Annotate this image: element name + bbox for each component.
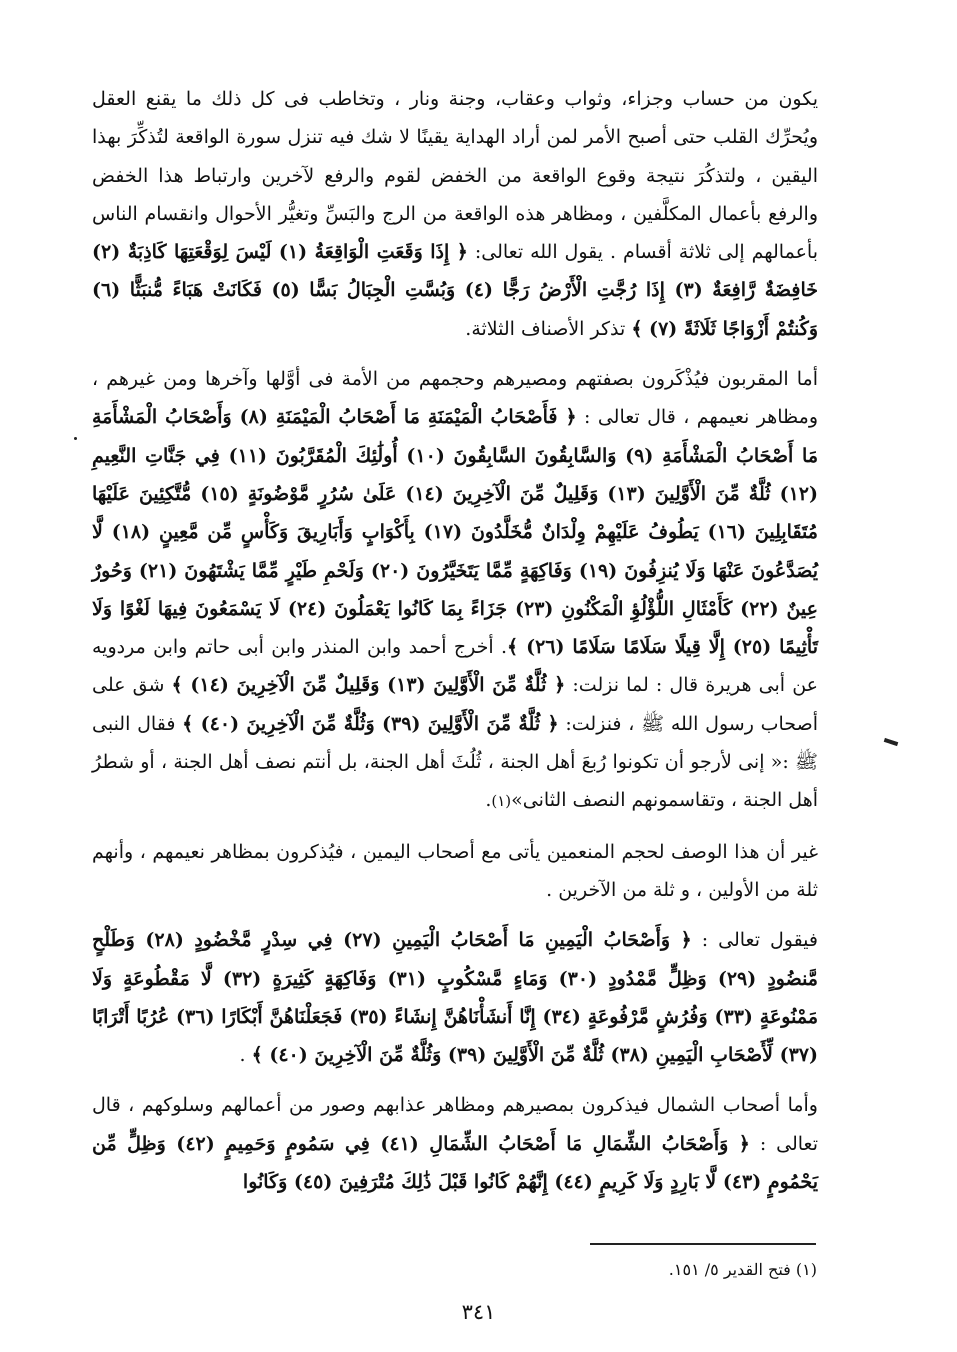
paragraph-text: غير أن هذا الوصف لحجم المنعمين يأتى مع أصحاب اليمين ، فيُذكرون بمظاهر نعيمهم ، وأنهم ثلة من الأولين ، و ثلة من الآخرين .: [92, 840, 818, 901]
paragraph-text: تذكر الأصناف الثلاثة.: [465, 317, 632, 340]
paragraph-text: يكون من حساب وجزاء، وثواب وعقاب، وجنة ونار ، وتخاطب فى كل ذلك ما يقنع العقل ويُحرِّك القلب حتى أصبح الأمر لمن أراد الهداية يقينًا لا شك فيه تنزل سورة الواقعة لتُذكِّرَ بهذا اليقين ، ولتذكُرَ نتيجة وقوع الواقعة من الخفض لقوم والرفع لآخرين وارتباط هذا الخفض والرفع بأعمال المكلَّفين ، ومظاهر هذه الواقعة من الرج والبَسِّ وتغيُّر الأحوال وانقسام الناس بأعمالهم إلى ثلاثة أقسام . يقول الله تعالى:: [92, 88, 818, 264]
paragraph-text: شق على أصحاب رسول الله ﷺ ، فنزلت:: [92, 674, 818, 735]
paragraph-text: فقال النبى ﷺ :« إنى لأرجو أن تكونوا رُبعَ أهل الجنة ، ثُلُثَ أهل الجنة، بل أنتم نصف أهل الجنة ، أو شطرُ أهل الجنة ، وتقاسمونهم النصف الثانى»: [92, 712, 818, 812]
body-text: [92, 80, 818, 1201]
paragraph-ashab-alshimal: [92, 1086, 818, 1201]
footnote-separator: [590, 1243, 816, 1245]
margin-mark: [884, 738, 899, 746]
paragraph-text: . أخرج أحمد وابن المنذر وابن أبى حاتم وابن مردويه عن أبى هريرة قال : لما نزلت:: [92, 636, 818, 697]
paragraph-text: .: [239, 1044, 252, 1067]
paragraph-intro: [92, 80, 818, 348]
paragraph-muqarrabun: [92, 360, 818, 821]
paragraph-text: وأما أصحاب الشمال فيذكرون بمصيرهم ومظاهر عذابهم وصور من أعمالهم وسلوكهم ، قال تعالى :: [92, 1094, 819, 1155]
quran-verse: ﴿ وَأَصْحَابُ الْيَمِينِ مَا أَصْحَابُ الْيَمِينِ (٢٧) فِي سِدْرٍ مَّخْضُودٍ (٢٨) وَطَلْحٍ مَّنضُودٍ (٢٩) وَظِلٍّ مَّمْدُودٍ (٣٠) وَمَاءٍ مَّسْكُوبٍ (٣١) وَفَاكِهَةٍ كَثِيرَةٍ (٣٢) لَّا مَقْطُوعَةٍ وَلَا مَمْنُوعَةٍ (٣٣) وَفُرُشٍ مَّرْفُوعَةٍ (٣٤) إِنَّا أَنشَأْنَاهُنَّ إِنشَاءً (٣٥) فَجَعَلْنَاهُنَّ أَبْكَارًا (٣٦) عُرُبًا أَتْرَابًا (٣٧) لِّأَصْحَابِ الْيَمِينِ (٣٨) ثُلَّةٌ مِّنَ الْأَوَّلِينَ (٣٩) وَثُلَّةٌ مِّنَ الْآخِرِينَ (٤٠) ﴾: [92, 929, 818, 1067]
paragraph-ashab-alyamin-intro: [92, 833, 818, 910]
margin-dot: [74, 437, 77, 440]
page-number: ٣٤١: [461, 1300, 496, 1324]
footnote: (١) فتح القدير ٥/ ١٥١.: [668, 1260, 817, 1279]
paragraph-text: .: [485, 789, 492, 812]
quran-verse: ﴿ ثُلَّةٌ مِّنَ الْأَوَّلِينَ (٣٩) وَثُلَّةٌ مِّنَ الْآخِرِينَ (٤٠) ﴾: [182, 712, 559, 735]
paragraph-text: فيقول تعالى :: [691, 929, 819, 952]
quran-verse: ﴿ ثُلَّةٌ مِّنَ الْأَوَّلِينَ (١٣) وَقَلِيلٌ مِّنَ الْآخِرِينَ (١٤) ﴾: [171, 674, 566, 697]
quran-verse: ﴿ وَأَصْحَابُ الشِّمَالِ مَا أَصْحَابُ الشِّمَالِ (٤١) فِي سَمُومٍ وَحَمِيمٍ (٤٢) وَظِلٍّ مِّن يَحْمُومٍ (٤٣) لَّا بَارِدٍ وَلَا كَرِيمٍ (٤٤) إِنَّهُمْ كَانُوا قَبْلَ ذَٰلِكَ مُتْرَفِينَ (٤٥) وَكَانُوا: [92, 1132, 818, 1194]
footnote-reference: (١): [491, 792, 512, 811]
quran-verse: ﴿ إِذَا وَقَعَتِ الْوَاقِعَةُ (١) لَيْسَ لِوَقْعَتِهَا كَاذِبَةٌ (٢) خَافِضَةٌ رَّافِعَةٌ (٣) إِذَا رُجَّتِ الْأَرْضُ رَجًّا (٤) وَبُسَّتِ الْجِبَالُ بَسًّا (٥) فَكَانَتْ هَبَاءً مُّنبَثًّا (٦) وَكُنتُمْ أَزْوَاجًا ثَلَاثَةً (٧) ﴾: [92, 241, 819, 340]
paragraph-text: أما المقربون فيُذْكَرون بصفتهم ومصيرهم وحجمهم من الأمة فى أوَّلها وآخرها ومن غيرهم ، ومظاهر نعيمهم ، قال تعالى :: [92, 368, 818, 429]
quran-verse: ﴿ فَأَصْحَابُ الْمَيْمَنَةِ مَا أَصْحَابُ الْمَيْمَنَةِ (٨) وَأَصْحَابُ الْمَشْأَمَةِ مَا أَصْحَابُ الْمَشْأَمَةِ (٩) وَالسَّابِقُونَ السَّابِقُونَ (١٠) أُولَٰئِكَ الْمُقَرَّبُونَ (١١) فِي جَنَّاتِ النَّعِيمِ (١٢) ثُلَّةٌ مِّنَ الْأَوَّلِينَ (١٣) وَقَلِيلٌ مِّنَ الْآخِرِينَ (١٤) عَلَىٰ سُرُرٍ مَّوْضُونَةٍ (١٥) مُّتَّكِئِينَ عَلَيْهَا مُتَقَابِلِينَ (١٦) يَطُوفُ عَلَيْهِمْ وِلْدَانٌ مُّخَلَّدُونَ (١٧) بِأَكْوَابٍ وَأَبَارِيقَ وَكَأْسٍ مِّن مَّعِينٍ (١٨) لَّا يُصَدَّعُونَ عَنْهَا وَلَا يُنزِفُونَ (١٩) وَفَاكِهَةٍ مِّمَّا يَتَخَيَّرُونَ (٢٠) وَلَحْمِ طَيْرٍ مِّمَّا يَشْتَهُونَ (٢١) وَحُورٌ عِينٌ (٢٢) كَأَمْثَالِ اللُّؤْلُؤِ الْمَكْنُونِ (٢٣) جَزَاءً بِمَا كَانُوا يَعْمَلُونَ (٢٤) لَا يَسْمَعُونَ فِيهَا لَغْوًا وَلَا تَأْثِيمًا (٢٥) إِلَّا قِيلًا سَلَامًا سَلَامًا (٢٦) ﴾: [92, 406, 818, 659]
paragraph-ashab-alyamin: [92, 921, 818, 1074]
